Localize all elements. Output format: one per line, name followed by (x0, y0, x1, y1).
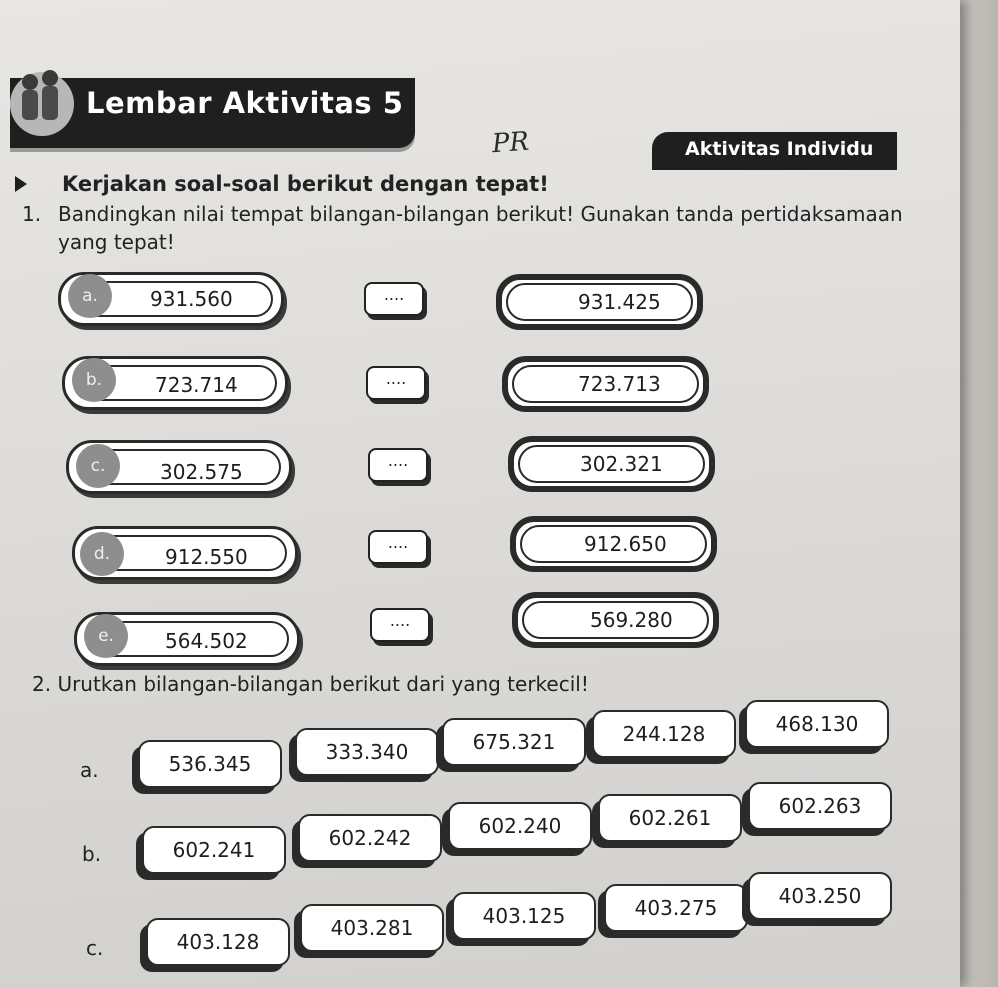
students-illustration-icon (4, 62, 80, 138)
q1-d-right-value: 912.650 (584, 532, 667, 556)
q1-d-left-value: 912.550 (165, 545, 248, 569)
q1-text-line2: yang tepat! (58, 230, 175, 254)
q2-b-box-1: 602.241 (142, 826, 286, 874)
q2-c-letter: c. (86, 936, 104, 960)
q1-a-right-value: 931.425 (578, 290, 661, 314)
q1-e-answer-box[interactable]: .... (370, 608, 430, 642)
q2-a-box-1: 536.345 (138, 740, 282, 788)
instruction-text: Kerjakan soal-soal berikut dengan tepat! (62, 172, 549, 196)
q2-b-box-3: 602.240 (448, 802, 592, 850)
q1-b-right-value: 723.713 (578, 372, 661, 396)
q1-d-answer-box[interactable]: .... (368, 530, 428, 564)
q1-e-left-value: 564.502 (165, 629, 248, 653)
q2-c-box-2: 403.281 (300, 904, 444, 952)
q2-b-letter: b. (82, 842, 102, 866)
q1-b-left-value: 723.714 (155, 373, 238, 397)
q1-text-line1: Bandingkan nilai tempat bilangan-bilangan berikut! Gunakan tanda pertidaksamaan (58, 202, 903, 226)
page-title: Lembar Aktivitas 5 (86, 86, 404, 120)
q2-c-box-1: 403.128 (146, 918, 290, 966)
handwritten-note: PR (490, 126, 531, 160)
q2-a-box-2: 333.340 (295, 728, 439, 776)
q1-c-answer-box[interactable]: .... (368, 448, 428, 482)
q1-a-left-value: 931.560 (150, 287, 233, 311)
activity-label: Aktivitas Individu (685, 138, 874, 160)
instruction-arrow-icon (15, 176, 27, 192)
q1-b-letter: b. (72, 358, 116, 402)
q2-b-box-5: 602.263 (748, 782, 892, 830)
q1-c-right-value: 302.321 (580, 452, 663, 476)
q1-e-letter: e. (84, 614, 128, 658)
q1-a-answer-box[interactable]: .... (364, 282, 424, 316)
q1-c-left-value: 302.575 (160, 460, 243, 484)
q2-a-box-4: 244.128 (592, 710, 736, 758)
q1-d-letter: d. (80, 532, 124, 576)
q2-c-box-3: 403.125 (452, 892, 596, 940)
q1-c-letter: c. (76, 444, 120, 488)
q2-a-box-5: 468.130 (745, 700, 889, 748)
q2-c-box-4: 403.275 (604, 884, 748, 932)
q2-a-box-3: 675.321 (442, 718, 586, 766)
q2-c-box-5: 403.250 (748, 872, 892, 920)
q2-a-letter: a. (80, 758, 99, 782)
q1-a-letter: a. (68, 274, 112, 318)
q2-text: 2. Urutkan bilangan-bilangan berikut dari yang terkecil! (32, 672, 589, 696)
q2-b-box-4: 602.261 (598, 794, 742, 842)
q1-b-answer-box[interactable]: .... (366, 366, 426, 400)
q1-e-right-value: 569.280 (590, 608, 673, 632)
q2-b-box-2: 602.242 (298, 814, 442, 862)
q1-number: 1. (22, 202, 42, 226)
